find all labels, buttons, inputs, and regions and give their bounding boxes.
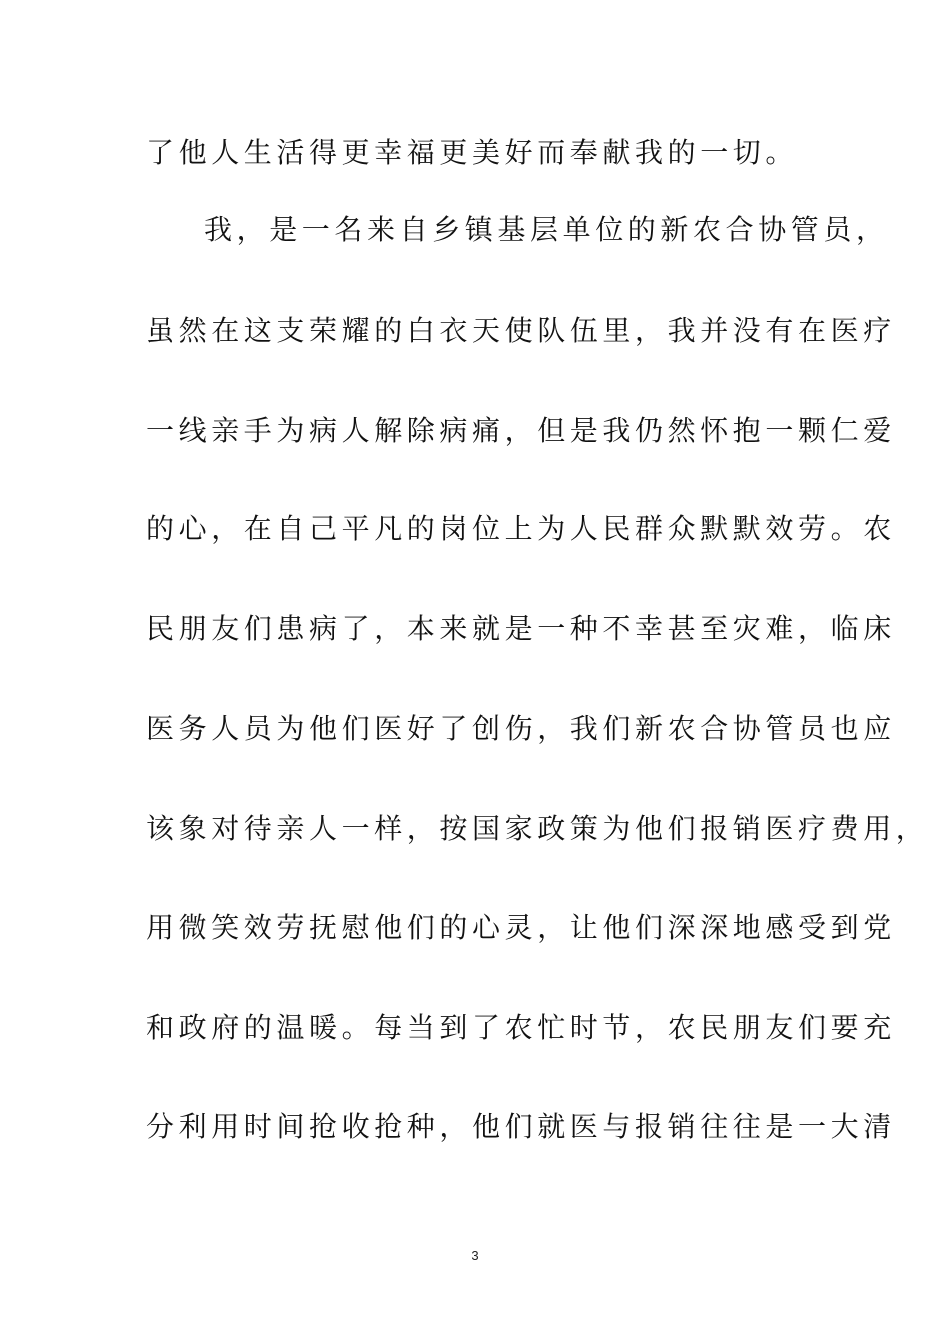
- text-line-6: 民朋友们患病了，本来就是一种不幸甚至灾难，临床: [146, 612, 896, 645]
- text-line-9: 用微笑效劳抚慰他们的心灵，让他们深深地感受到党: [146, 911, 896, 944]
- text-line-8: 该象对待亲人一样，按国家政策为他们报销医疗费用，: [146, 812, 929, 845]
- text-line-2: 我，是一名来自乡镇基层单位的新农合协管员，: [204, 213, 889, 246]
- text-line-1: 了他人生活得更幸福更美好而奉献我的一切。: [146, 136, 799, 169]
- page-number: 3: [471, 1248, 479, 1263]
- text-line-11: 分利用时间抢收抢种，他们就医与报销往往是一大清: [146, 1110, 896, 1143]
- text-line-3: 虽然在这支荣耀的白衣天使队伍里，我并没有在医疗: [146, 314, 896, 347]
- text-line-4: 一线亲手为病人解除病痛，但是我仍然怀抱一颗仁爱: [146, 414, 896, 447]
- text-line-7: 医务人员为他们医好了创伤，我们新农合协管员也应: [146, 712, 896, 745]
- text-line-10: 和政府的温暖。每当到了农忙时节，农民朋友们要充: [146, 1011, 896, 1044]
- text-line-5: 的心，在自己平凡的岗位上为人民群众默默效劳。农: [146, 512, 896, 545]
